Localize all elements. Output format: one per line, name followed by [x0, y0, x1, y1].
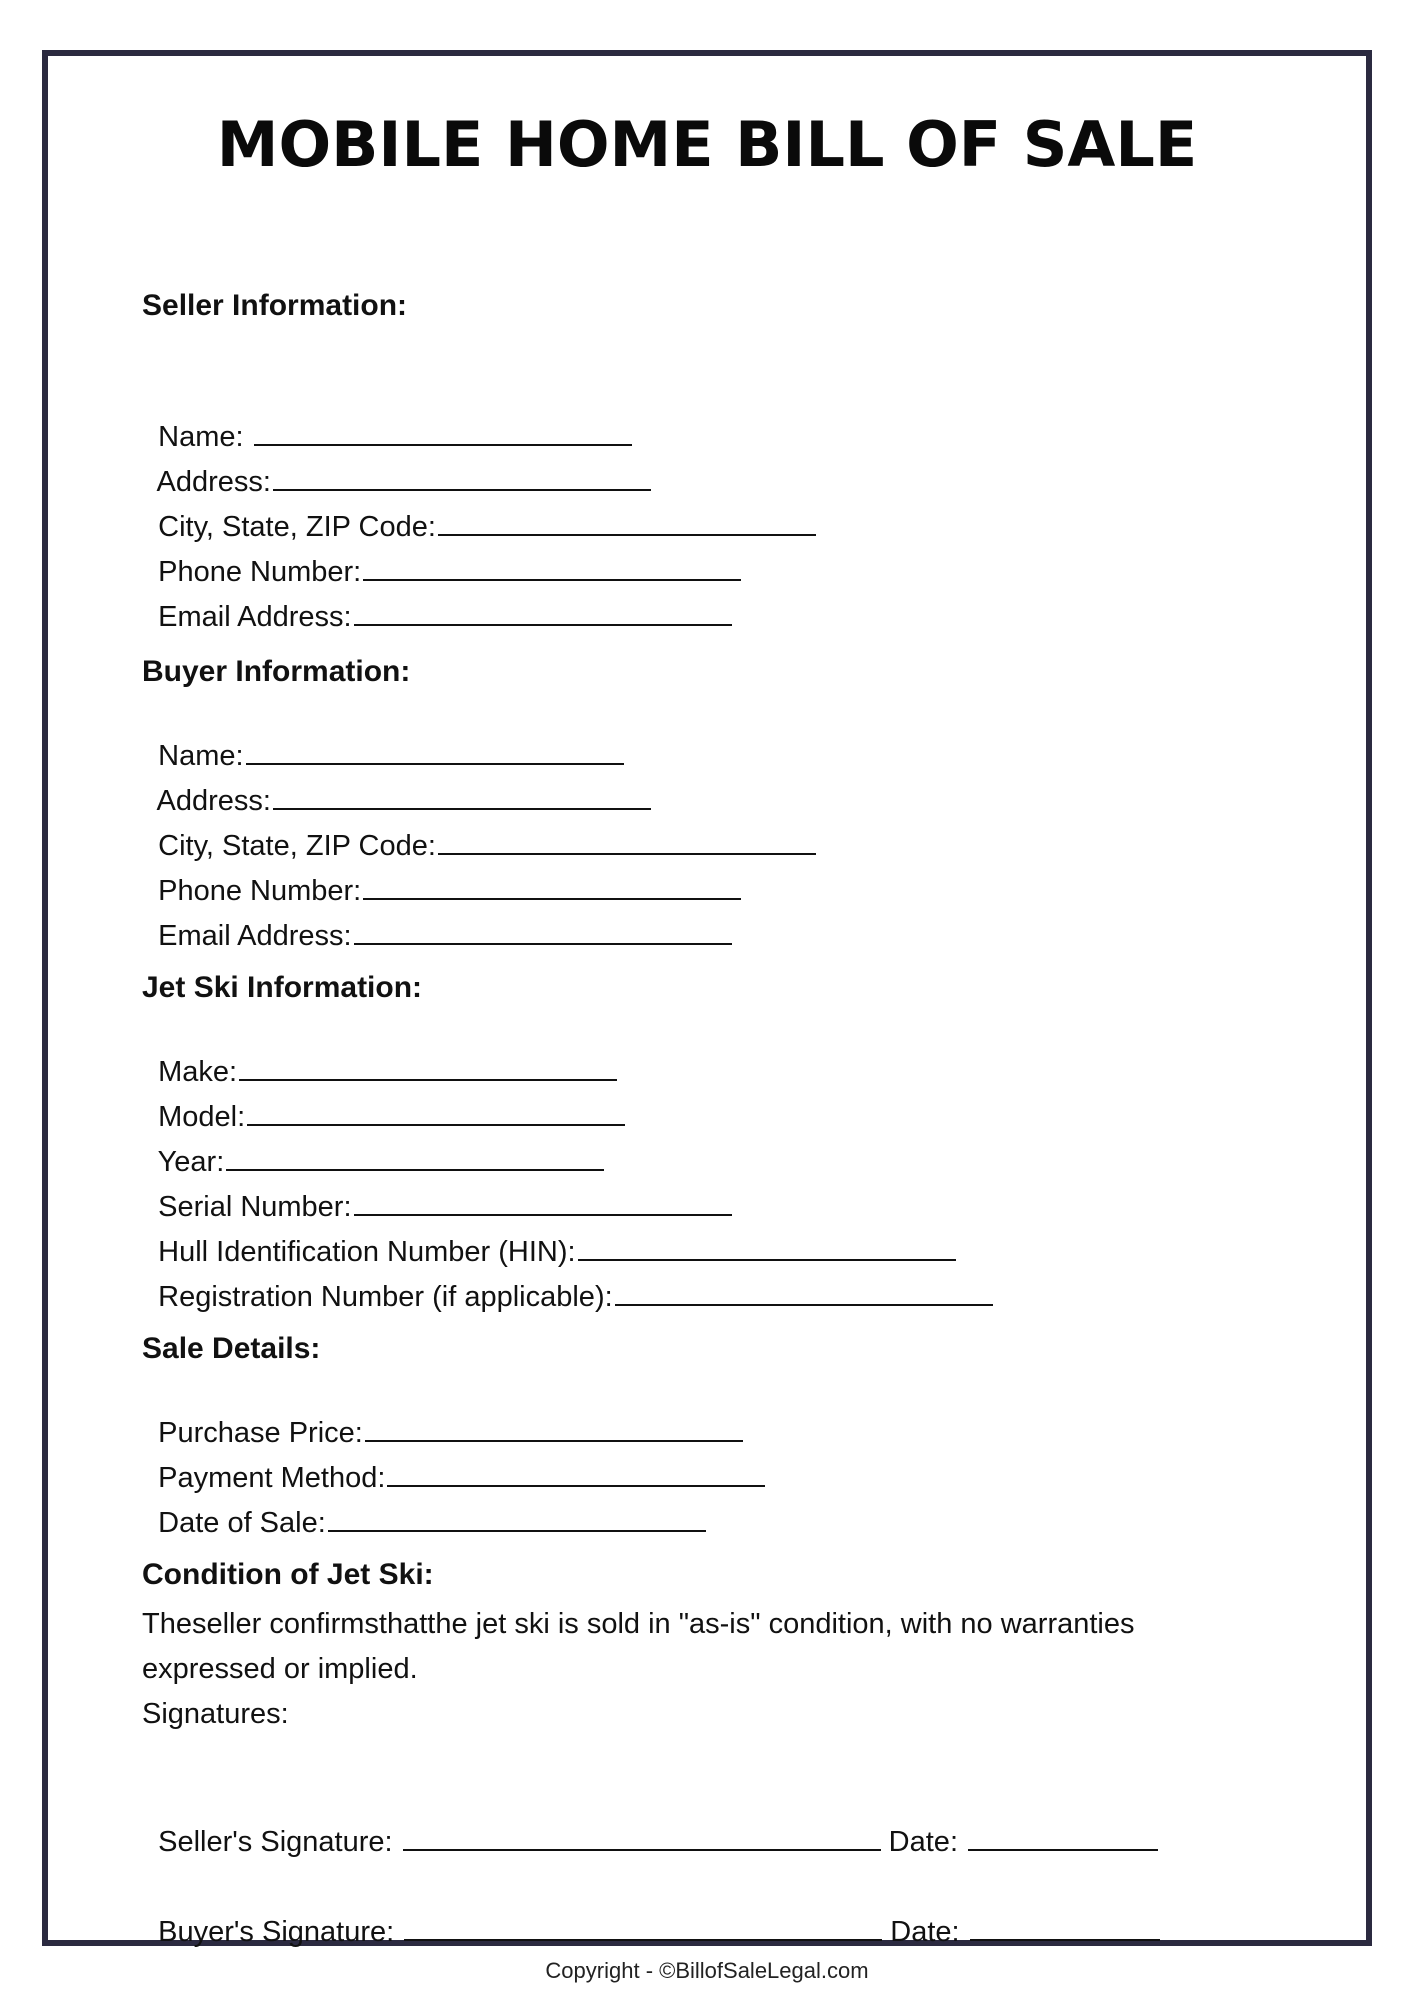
jetski-registration-field[interactable]	[615, 1276, 993, 1306]
condition-text-line1: Theseller confirmsthatthe jet ski is sold in "as-is" condition, with no warranties	[142, 1608, 1135, 1640]
seller-address-label: Address:	[156, 466, 271, 498]
seller-email-field[interactable]	[354, 596, 732, 626]
seller-email-row	[142, 560, 732, 635]
jetski-hin-label: Hull Identification Number (HIN):	[158, 1236, 576, 1268]
buyer-phone-label: Phone Number:	[158, 875, 362, 907]
buyer-email-label: Email Address:	[158, 920, 352, 952]
buyer-signature-label: Buyer's Signature:	[158, 1916, 403, 1948]
seller-date-label: Date:	[880, 1826, 967, 1858]
document-title: MOBILE HOME BILL OF SALE	[216, 108, 1198, 181]
sale-payment-label: Payment Method:	[158, 1462, 386, 1494]
buyer-date-field[interactable]	[970, 1911, 1160, 1941]
signatures-label: Signatures:	[142, 1698, 289, 1730]
seller-signature-label: Seller's Signature:	[158, 1826, 401, 1858]
jetski-registration-row	[142, 1240, 993, 1315]
seller-city-label: City, State, ZIP Code:	[158, 511, 436, 543]
seller-phone-label: Phone Number:	[158, 556, 362, 588]
jetski-model-label: Model:	[158, 1101, 246, 1133]
sale-date-field[interactable]	[328, 1502, 706, 1532]
buyer-name-label: Name:	[158, 740, 244, 772]
condition-heading: Condition of Jet Ski:	[142, 1558, 434, 1591]
sale-date-label: Date of Sale:	[158, 1507, 326, 1539]
buyer-email-field[interactable]	[354, 915, 732, 945]
jetski-make-label: Make:	[158, 1056, 238, 1088]
seller-date-field[interactable]	[968, 1821, 1158, 1851]
seller-name-label: Name:	[158, 421, 252, 453]
sale-date-row	[142, 1466, 706, 1541]
buyer-address-label: Address:	[156, 785, 271, 817]
seller-email-label: Email Address:	[158, 601, 352, 633]
sale-heading: Sale Details:	[142, 1332, 321, 1365]
seller-signature-row	[142, 1785, 1158, 1860]
seller-signature-field[interactable]	[403, 1821, 881, 1851]
jetski-year-label: Year:	[157, 1146, 225, 1178]
jetski-heading: Jet Ski Information:	[142, 971, 423, 1004]
seller-heading: Seller Information:	[142, 289, 408, 322]
buyer-date-label: Date:	[882, 1916, 968, 1948]
jetski-registration-label: Registration Number (if applicable):	[158, 1281, 613, 1313]
buyer-signature-field[interactable]	[404, 1911, 882, 1941]
buyer-heading: Buyer Information:	[142, 655, 411, 688]
jetski-serial-label: Serial Number:	[158, 1191, 352, 1223]
buyer-city-label: City, State, ZIP Code:	[158, 830, 436, 862]
copyright-footer: Copyright - ©BillofSaleLegal.com	[545, 1958, 869, 1983]
buyer-email-row	[142, 879, 732, 954]
sale-price-label: Purchase Price:	[158, 1417, 363, 1449]
buyer-signature-row	[142, 1875, 1160, 1950]
condition-text-line2: expressed or implied.	[142, 1653, 418, 1685]
